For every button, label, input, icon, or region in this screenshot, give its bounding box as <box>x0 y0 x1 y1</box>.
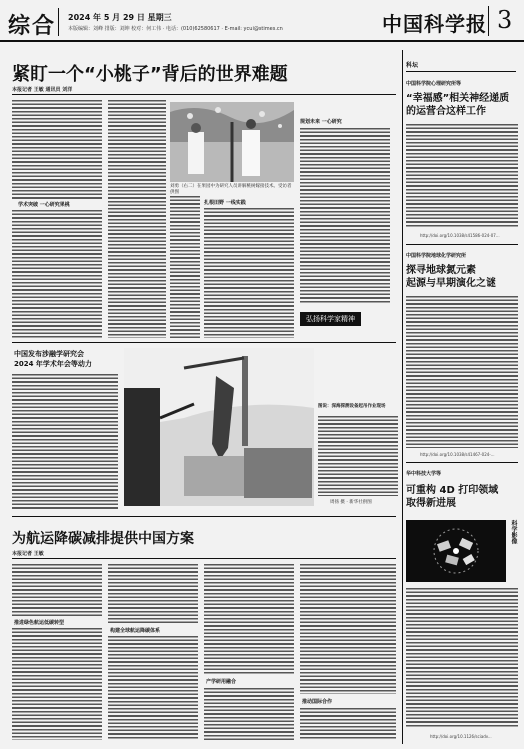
sidebar-rule-1 <box>406 244 518 245</box>
sidebar1-kicker: 中国科学院心理研究所等 <box>406 81 462 87</box>
second-col-text <box>12 374 118 510</box>
sidebar2-title-1: 探寻地球氮元素 <box>406 265 476 276</box>
main-col1-text <box>12 100 102 200</box>
main-col3-text <box>170 196 200 338</box>
sidebar2-text <box>406 296 518 448</box>
main-subhead-3: 规划未来 一心研究 <box>300 119 342 125</box>
sidebar3-vertical-tag: 科学影像 <box>510 520 517 544</box>
sidebar-divider <box>402 50 403 744</box>
issue-date: 2024 年 5 月 29 日 星期三 <box>68 13 172 22</box>
sidebar3-photo <box>406 520 506 582</box>
main-photo-caption: 刘勇（右二）在果园中为研究人员讲解桃树嫁接技术。受访者供图 <box>170 184 292 195</box>
third-col2-text-a <box>108 564 198 624</box>
third-col4-text-a <box>300 564 396 694</box>
mid-rule <box>12 342 396 343</box>
main-col1-text-b <box>12 210 102 338</box>
sidebar3-url[interactable]: http://doi.org/10.1126/sciadv... <box>430 734 492 739</box>
sidebar-rule-2 <box>406 462 518 463</box>
main-headline: 紧盯一个“小桃子”背后的世界难题 <box>12 64 288 85</box>
main-photo <box>170 102 294 182</box>
sidebar1-title-1: “幸福感”相关神经递质 <box>406 93 510 104</box>
third-subhead-4: 推动国际合作 <box>302 699 333 705</box>
third-col1-text-a <box>12 564 102 616</box>
third-col4-text-b <box>300 708 396 740</box>
sidebar1-text <box>406 124 518 228</box>
third-byline: 本报记者 王敏 <box>12 551 44 557</box>
sidebar1-title-2: 的运营合这样工作 <box>406 106 486 117</box>
sidebar2-kicker: 中国科学院地球化学研究所 <box>406 253 467 259</box>
sidebar3-title-1: 可重构 4D 打印领域 <box>406 485 499 496</box>
third-subhead-2: 构建全球航运降碳体系 <box>110 628 161 634</box>
third-col1-text-b <box>12 628 102 740</box>
main-subhead-1: 学术突破 一心研究果桃 <box>18 202 70 208</box>
second-photo <box>124 348 314 506</box>
second-title-2: 2024 年学术年会等动力 <box>14 360 92 368</box>
main-tag: 弘扬科学家精神 <box>300 312 361 326</box>
second-caption-head: 图说：深海探测设备起吊作业现场 <box>318 404 386 409</box>
sidebar3-title-2: 取得新进展 <box>406 498 456 509</box>
sidebar-label: 科坛 <box>406 60 516 72</box>
second-caption-text <box>318 416 398 496</box>
third-subhead-3: 产学研用融合 <box>206 679 237 685</box>
main-rule <box>12 94 396 95</box>
third-col3-text-a <box>204 564 294 674</box>
second-caption-credit: 周扬 摄 · 新华社供图 <box>330 500 372 505</box>
pagenum-divider <box>488 6 489 36</box>
third-headline: 为航运降碳减排提供中国方案 <box>12 531 194 547</box>
third-col2-text-b <box>108 636 198 740</box>
sidebar3-text <box>406 588 518 728</box>
masthead-logo: 中国科学报 <box>382 12 487 36</box>
third-rule <box>12 558 396 559</box>
main-subhead-2: 扎根田野 一线实践 <box>204 200 246 206</box>
sidebar1-url[interactable]: http://doi.org/10.1038/s41586-024-07... <box>420 233 500 238</box>
main-col4-text <box>204 208 294 338</box>
lower-rule <box>12 516 396 517</box>
header-divider <box>58 8 59 36</box>
section-name: 综合 <box>8 13 57 39</box>
third-col3-text-b <box>204 688 294 740</box>
editor-line: 本版编辑：刘峰 排版：刘坤 校对：何工伟 · 电话：(010)62580617 · E-mail: ycui@stimes.cn <box>68 26 283 32</box>
page-number: 3 <box>497 6 513 34</box>
second-title-1: 中国发布涉融学研究会 <box>14 350 84 358</box>
sidebar3-kicker: 华中科技大学等 <box>406 471 442 477</box>
sidebar2-title-2: 起源与早期演化之谜 <box>406 278 496 289</box>
sidebar2-url[interactable]: http://doi.org/10.1038/s41467-024-... <box>420 452 495 457</box>
main-col2-text <box>108 100 166 338</box>
third-subhead-1: 推进绿色航运低碳转型 <box>14 620 65 626</box>
main-byline: 本报记者 王敏 通讯员 刘洋 <box>12 87 73 93</box>
main-col5-text <box>300 128 390 304</box>
